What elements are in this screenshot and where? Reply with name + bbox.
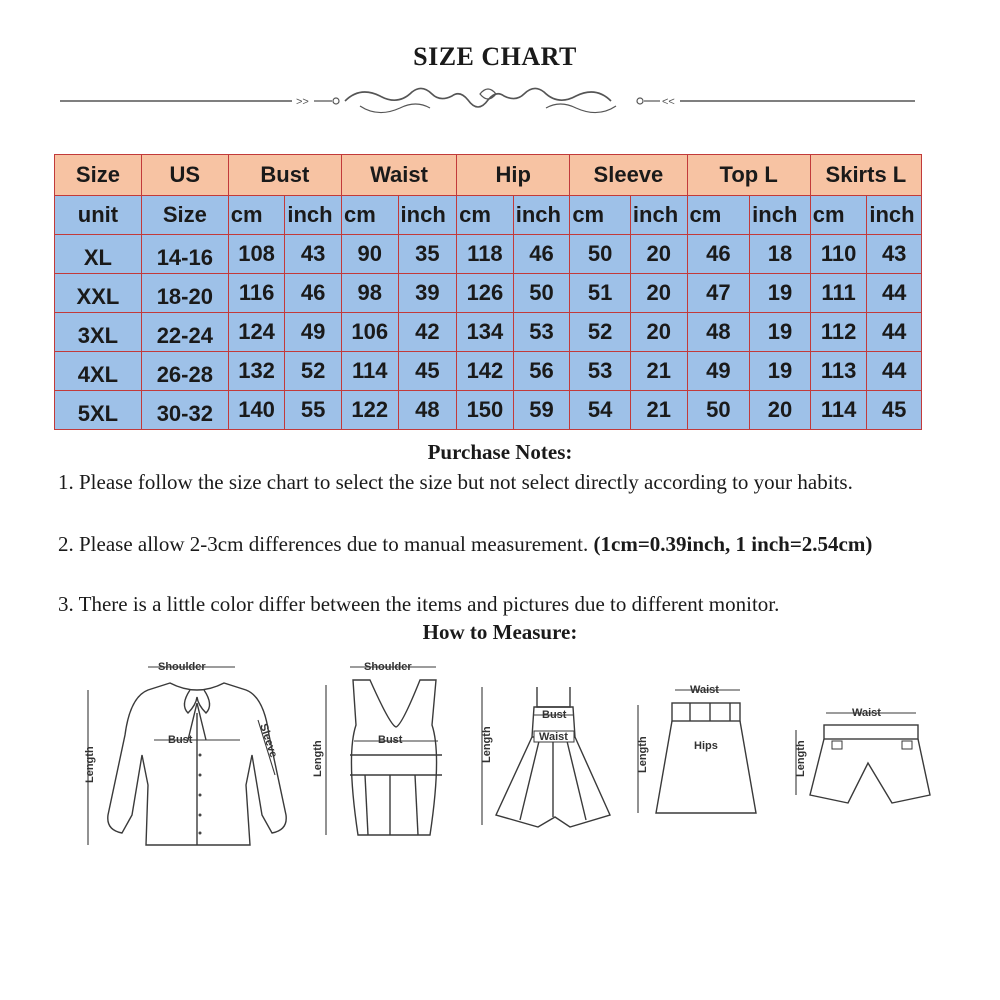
how-to-measure-title: How to Measure:: [422, 620, 578, 644]
measurement-cell: 55: [285, 391, 342, 430]
sleeve-label: Sleeve: [257, 722, 280, 760]
size-cell: 5XL: [55, 391, 142, 430]
header-cell: Sleeve: [570, 155, 687, 196]
us-size-cell: 30-32: [141, 391, 228, 430]
measurement-cell: 113: [810, 352, 867, 391]
table-header-row: [55, 155, 922, 196]
measurement-cell: 46: [285, 274, 342, 313]
size-cell: 3XL: [55, 313, 142, 352]
table-row: [55, 313, 922, 352]
measurement-cell: 48: [687, 313, 750, 352]
measurement-cell: 46: [513, 235, 570, 274]
us-size-cell: 14-16: [141, 235, 228, 274]
measurement-cell: 45: [867, 391, 922, 430]
measurement-cell: 53: [513, 313, 570, 352]
svg-text:>>: >>: [296, 96, 309, 108]
length-label: Length: [481, 726, 493, 763]
shorts-illustration: [795, 707, 930, 803]
dress-illustration: [481, 687, 610, 827]
unit-cell: inch: [750, 196, 811, 235]
measurement-cell: 49: [687, 352, 750, 391]
length-label: Length: [312, 740, 324, 777]
measurement-cell: 45: [398, 352, 457, 391]
measurement-cell: 56: [513, 352, 570, 391]
table-row: [55, 352, 922, 391]
tank-top-illustration: [312, 661, 442, 835]
measurement-cell: 50: [570, 235, 631, 274]
measurement-cell: 49: [285, 313, 342, 352]
unit-conversion-note: (1cm=0.39inch, 1 inch=2.54cm): [593, 532, 873, 556]
unit-cell: cm: [228, 196, 285, 235]
bust-label: Bust: [542, 709, 567, 721]
measurement-cell: 142: [457, 352, 514, 391]
measurement-cell: 43: [285, 235, 342, 274]
measurement-cell: 116: [228, 274, 285, 313]
measurement-cell: 52: [570, 313, 631, 352]
measurement-cell: 53: [570, 352, 631, 391]
unit-cell: inch: [630, 196, 687, 235]
length-label: Length: [84, 746, 96, 783]
unit-cell: inch: [513, 196, 570, 235]
unit-row: [55, 196, 922, 235]
unit-cell: inch: [398, 196, 457, 235]
measurement-cell: 150: [457, 391, 514, 430]
header-cell: US: [141, 155, 228, 196]
measurement-cell: 111: [810, 274, 867, 313]
measurement-illustrations: [50, 645, 960, 865]
measurement-cell: 46: [687, 235, 750, 274]
measurement-cell: 20: [750, 391, 811, 430]
waist-label: Waist: [690, 684, 719, 696]
measurement-cell: 44: [867, 352, 922, 391]
measurement-cell: 106: [341, 313, 398, 352]
measurement-cell: 39: [398, 274, 457, 313]
measurement-cell: 59: [513, 391, 570, 430]
measurement-cell: 90: [341, 235, 398, 274]
waist-label: Waist: [539, 731, 568, 743]
measurement-cell: 110: [810, 235, 867, 274]
header-cell: Waist: [341, 155, 456, 196]
header-cell: Bust: [228, 155, 341, 196]
measurement-cell: 19: [750, 313, 811, 352]
measurement-cell: 42: [398, 313, 457, 352]
purchase-note-1: 1. Please follow the size chart to select the size but not select directly according to your habits.: [58, 470, 853, 494]
bust-label: Bust: [378, 734, 403, 746]
shoulder-label: Shoulder: [364, 661, 412, 673]
measurement-cell: 50: [513, 274, 570, 313]
measurement-cell: 54: [570, 391, 631, 430]
us-size-cell: 18-20: [141, 274, 228, 313]
measurement-cell: 51: [570, 274, 631, 313]
us-size-cell: 22-24: [141, 313, 228, 352]
unit-cell: cm: [341, 196, 398, 235]
skirt-illustration: [637, 684, 756, 813]
measurement-cell: 20: [630, 235, 687, 274]
measurement-cell: 124: [228, 313, 285, 352]
measurement-cell: 44: [867, 274, 922, 313]
unit-cell: cm: [570, 196, 631, 235]
svg-text:<<: <<: [662, 96, 675, 108]
header-cell: Top L: [687, 155, 810, 196]
hips-label: Hips: [694, 740, 718, 752]
size-cell: 4XL: [55, 352, 142, 391]
shoulder-label: Shoulder: [158, 661, 206, 673]
measurement-cell: 126: [457, 274, 514, 313]
header-cell: Skirts L: [810, 155, 921, 196]
measurement-cell: 35: [398, 235, 457, 274]
purchase-note-2: [58, 529, 948, 559]
length-label: Length: [637, 736, 649, 773]
size-cell: XXL: [55, 274, 142, 313]
measurement-cell: 118: [457, 235, 514, 274]
table-row: [55, 391, 922, 430]
measurement-cell: 47: [687, 274, 750, 313]
length-label: Length: [795, 740, 807, 777]
measurement-cell: 43: [867, 235, 922, 274]
unit-cell: inch: [285, 196, 342, 235]
header-cell: Hip: [457, 155, 570, 196]
unit-cell: cm: [687, 196, 750, 235]
measurement-cell: 20: [630, 313, 687, 352]
measurement-cell: 19: [750, 274, 811, 313]
measurement-cell: 134: [457, 313, 514, 352]
table-row: [55, 274, 922, 313]
measurement-cell: 52: [285, 352, 342, 391]
measurement-cell: 108: [228, 235, 285, 274]
measurement-cell: 140: [228, 391, 285, 430]
unit-cell: cm: [810, 196, 867, 235]
measurement-cell: 114: [810, 391, 867, 430]
page-title: SIZE CHART: [413, 42, 577, 71]
measurement-cell: 132: [228, 352, 285, 391]
blouse-illustration: [84, 661, 286, 845]
measurement-cell: 20: [630, 274, 687, 313]
measurement-cell: 50: [687, 391, 750, 430]
purchase-note-2-text: 2. Please allow 2-3cm differences due to manual measurement.: [58, 532, 594, 556]
unit-cell: unit: [55, 196, 142, 235]
size-chart-table: [54, 154, 922, 430]
purchase-note-3: 3. There is a little color differ between the items and pictures due to different monitor.: [58, 592, 780, 616]
waist-label: Waist: [852, 707, 881, 719]
size-cell: XL: [55, 235, 142, 274]
unit-cell: inch: [867, 196, 922, 235]
measurement-cell: 48: [398, 391, 457, 430]
us-size-cell: 26-28: [141, 352, 228, 391]
unit-cell: Size: [141, 196, 228, 235]
measurement-cell: 114: [341, 352, 398, 391]
measurement-cell: 44: [867, 313, 922, 352]
measurement-cell: 19: [750, 352, 811, 391]
measurement-cell: 98: [341, 274, 398, 313]
measurement-cell: 21: [630, 391, 687, 430]
measurement-cell: 21: [630, 352, 687, 391]
unit-cell: cm: [457, 196, 514, 235]
header-cell: Size: [55, 155, 142, 196]
ornamental-divider: [60, 78, 915, 124]
measurement-cell: 18: [750, 235, 811, 274]
table-row: [55, 235, 922, 274]
bust-label: Bust: [168, 734, 193, 746]
measurement-cell: 112: [810, 313, 867, 352]
purchase-notes-title: Purchase Notes:: [427, 440, 573, 464]
measurement-cell: 122: [341, 391, 398, 430]
